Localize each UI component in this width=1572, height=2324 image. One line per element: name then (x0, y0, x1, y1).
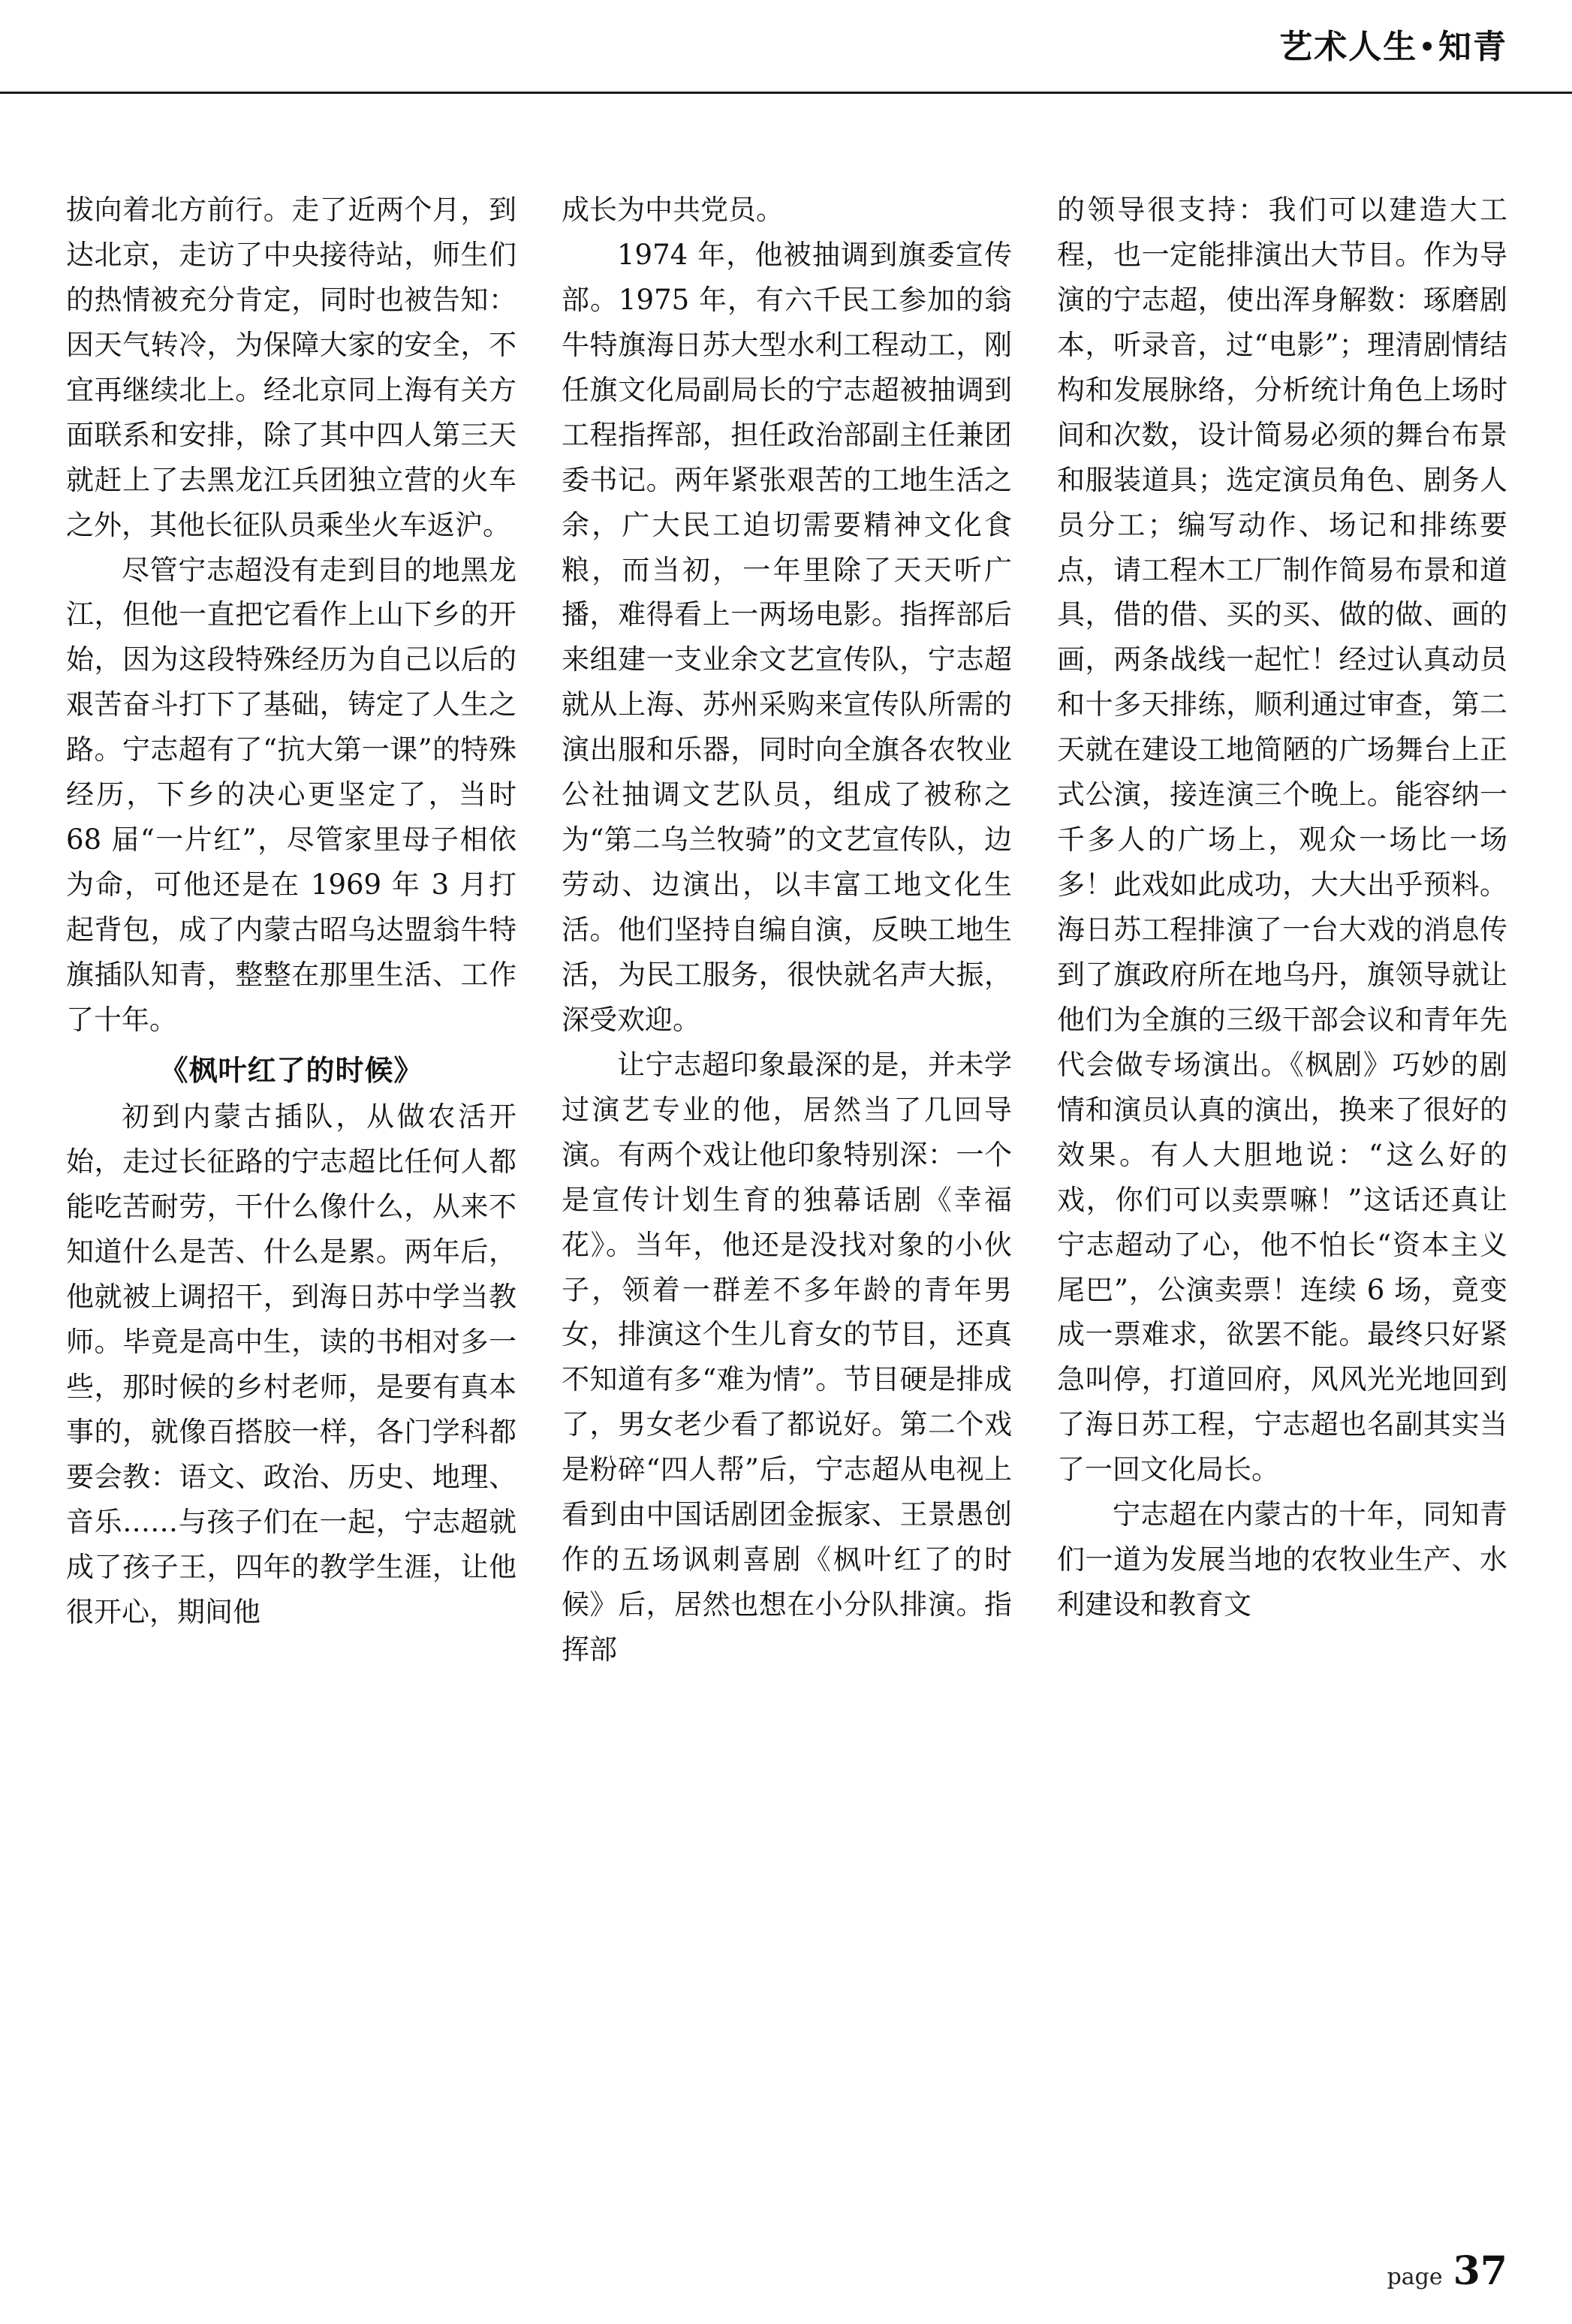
article-columns (66, 188, 1507, 2199)
paragraph: 成长为中共党员。 (562, 194, 784, 226)
header-title (1279, 20, 1507, 68)
header-rule (0, 92, 1572, 94)
column-center (562, 188, 1012, 1672)
paragraph: 初到内蒙古插队，从做农活开始，走过长征路的宁志超比任何人都能吃苦耐劳，干什么像什么，从来不知道什么是苦、什么是累。两年后，他就被上调招干，到海日苏中学当教师。毕竟是高中生，读的书相对多一些，那时候的乡村老师，是要有真本事的，就像百搭胶一样，各门学科都要会教：语文、政治、历史、地理、音乐……与孩子们在一起，宁志超就成了孩子王，四年的教学生涯，让他很开心，期间他 (66, 1100, 516, 1628)
paragraph: 的领导很支持：我们可以建造大工程，也一定能排演出大节目。作为导演的宁志超，使出浑身解数：琢磨剧本，听录音，过“电影”；理清剧情结构和发展脉络，分析统计角色上场时间和次数，设计简易必须的舞台布景和服装道具；选定演员角色、剧务人员分工；编写动作、场记和排练要点，请工程木工厂制作简易布景和道具，借的借、买的买、做的做、画的画，两条战线一起忙！经过认真动员和十多天排练，顺利通过审查，第二天就在建设工地简陋的广场舞台上正式公演，接连演三个晚上。能容纳一千多人的广场上，观众一场比一场多！此戏如此成功，大大出乎预料。海日苏工程排演了一台大戏的消息传到了旗政府所在地乌丹，旗领导就让他们为全旗的三级干部会议和青年先代会做专场演出。《枫剧》巧妙的剧情和演员认真的演出，换来了很好的效果。有人大胆地说：“这么好的戏，你们可以卖票嘛！”这话还真让宁志超动了心，他不怕长“资本主义尾巴”，公演卖票！连续 6 场，竟变成一票难求，欲罢不能。最终只好紧急叫停，打道回府，风风光光地回到了海日苏工程，宁志超也名副其实当了一回文化局长。 (1057, 194, 1507, 1486)
paragraph: 宁志超在内蒙古的十年，同知青们一道为发展当地的农牧业生产、水利建设和教育文 (1057, 1498, 1507, 1621)
page-number: 37 (1453, 2248, 1507, 2294)
column-left (66, 188, 516, 1635)
header-section: 知青 (1438, 28, 1507, 66)
column-right (1057, 188, 1507, 1627)
section-subheading: 《枫叶红了的时候》 (159, 1052, 423, 1087)
page-footer (1387, 2248, 1507, 2294)
header-separator: • (1419, 32, 1437, 62)
paragraph: 拔向着北方前行。走了近两个月，到达北京，走访了中央接待站，师生们的热情被充分肯定，同时也被告知：因天气转冷，为保障大家的安全，不宜再继续北上。经北京同上海有关方面联系和安排，除了其中四人第三天就赶上了去黑龙江兵团独立营的火车之外，其他长征队员乘坐火车返沪。 (66, 194, 516, 541)
paragraph: 尽管宁志超没有走到目的地黑龙江，但他一直把它看作上山下乡的开始，因为这段特殊经历为自己以后的艰苦奋斗打下了基础，铸定了人生之路。宁志超有了“抗大第一课”的特殊经历，下乡的决心更坚定了，当时 68 届“一片红”，尽管家里母子相依为命，可他还是在 1969 年 3 月打起背包，成了内蒙古昭乌达盟翁牛特旗插队知青，整整在那里生活、工作了十年。 (66, 553, 516, 1036)
paragraph: 让宁志超印象最深的是，并未学过演艺专业的他，居然当了几回导演。有两个戏让他印象特别深：一个是宣传计划生育的独幕话剧《幸福花》。当年，他还是没找对象的小伙子，领着一群差不多年龄的青年男女，排演这个生儿育女的节目，还真不知道有多“难为情”。节目硬是排成了，男女老少看了都说好。第二个戏是粉碎“四人帮”后，宁志超从电视上看到由中国话剧团金振家、王景愚创作的五场讽刺喜剧《枫叶红了的时候》后，居然也想在小分队排演。指挥部 (562, 1048, 1012, 1666)
paragraph: 1974 年，他被抽调到旗委宣传部。1975 年，有六千民工参加的翁牛特旗海日苏大型水利工程动工，刚任旗文化局副局长的宁志超被抽调到工程指挥部，担任政治部副主任兼团委书记。两年紧张艰苦的工地生活之余，广大民工迫切需要精神文化食粮，而当初，一年里除了天天听广播，难得看上一两场电影。指挥部后来组建一支业余文艺宣传队，宁志超就从上海、苏州采购来宣传队所需的演出服和乐器，同时向全旗各农牧业公社抽调文艺队员，组成了被称之为“第二乌兰牧骑”的文艺宣传队，边劳动、边演出，以丰富工地文化生活。他们坚持自编自演，反映工地生活，为民工服务，很快就名声大振，深受欢迎。 (562, 238, 1012, 1036)
header-category: 艺术人生 (1279, 28, 1418, 66)
page-label: page (1387, 2264, 1443, 2290)
page-header (0, 0, 1572, 99)
